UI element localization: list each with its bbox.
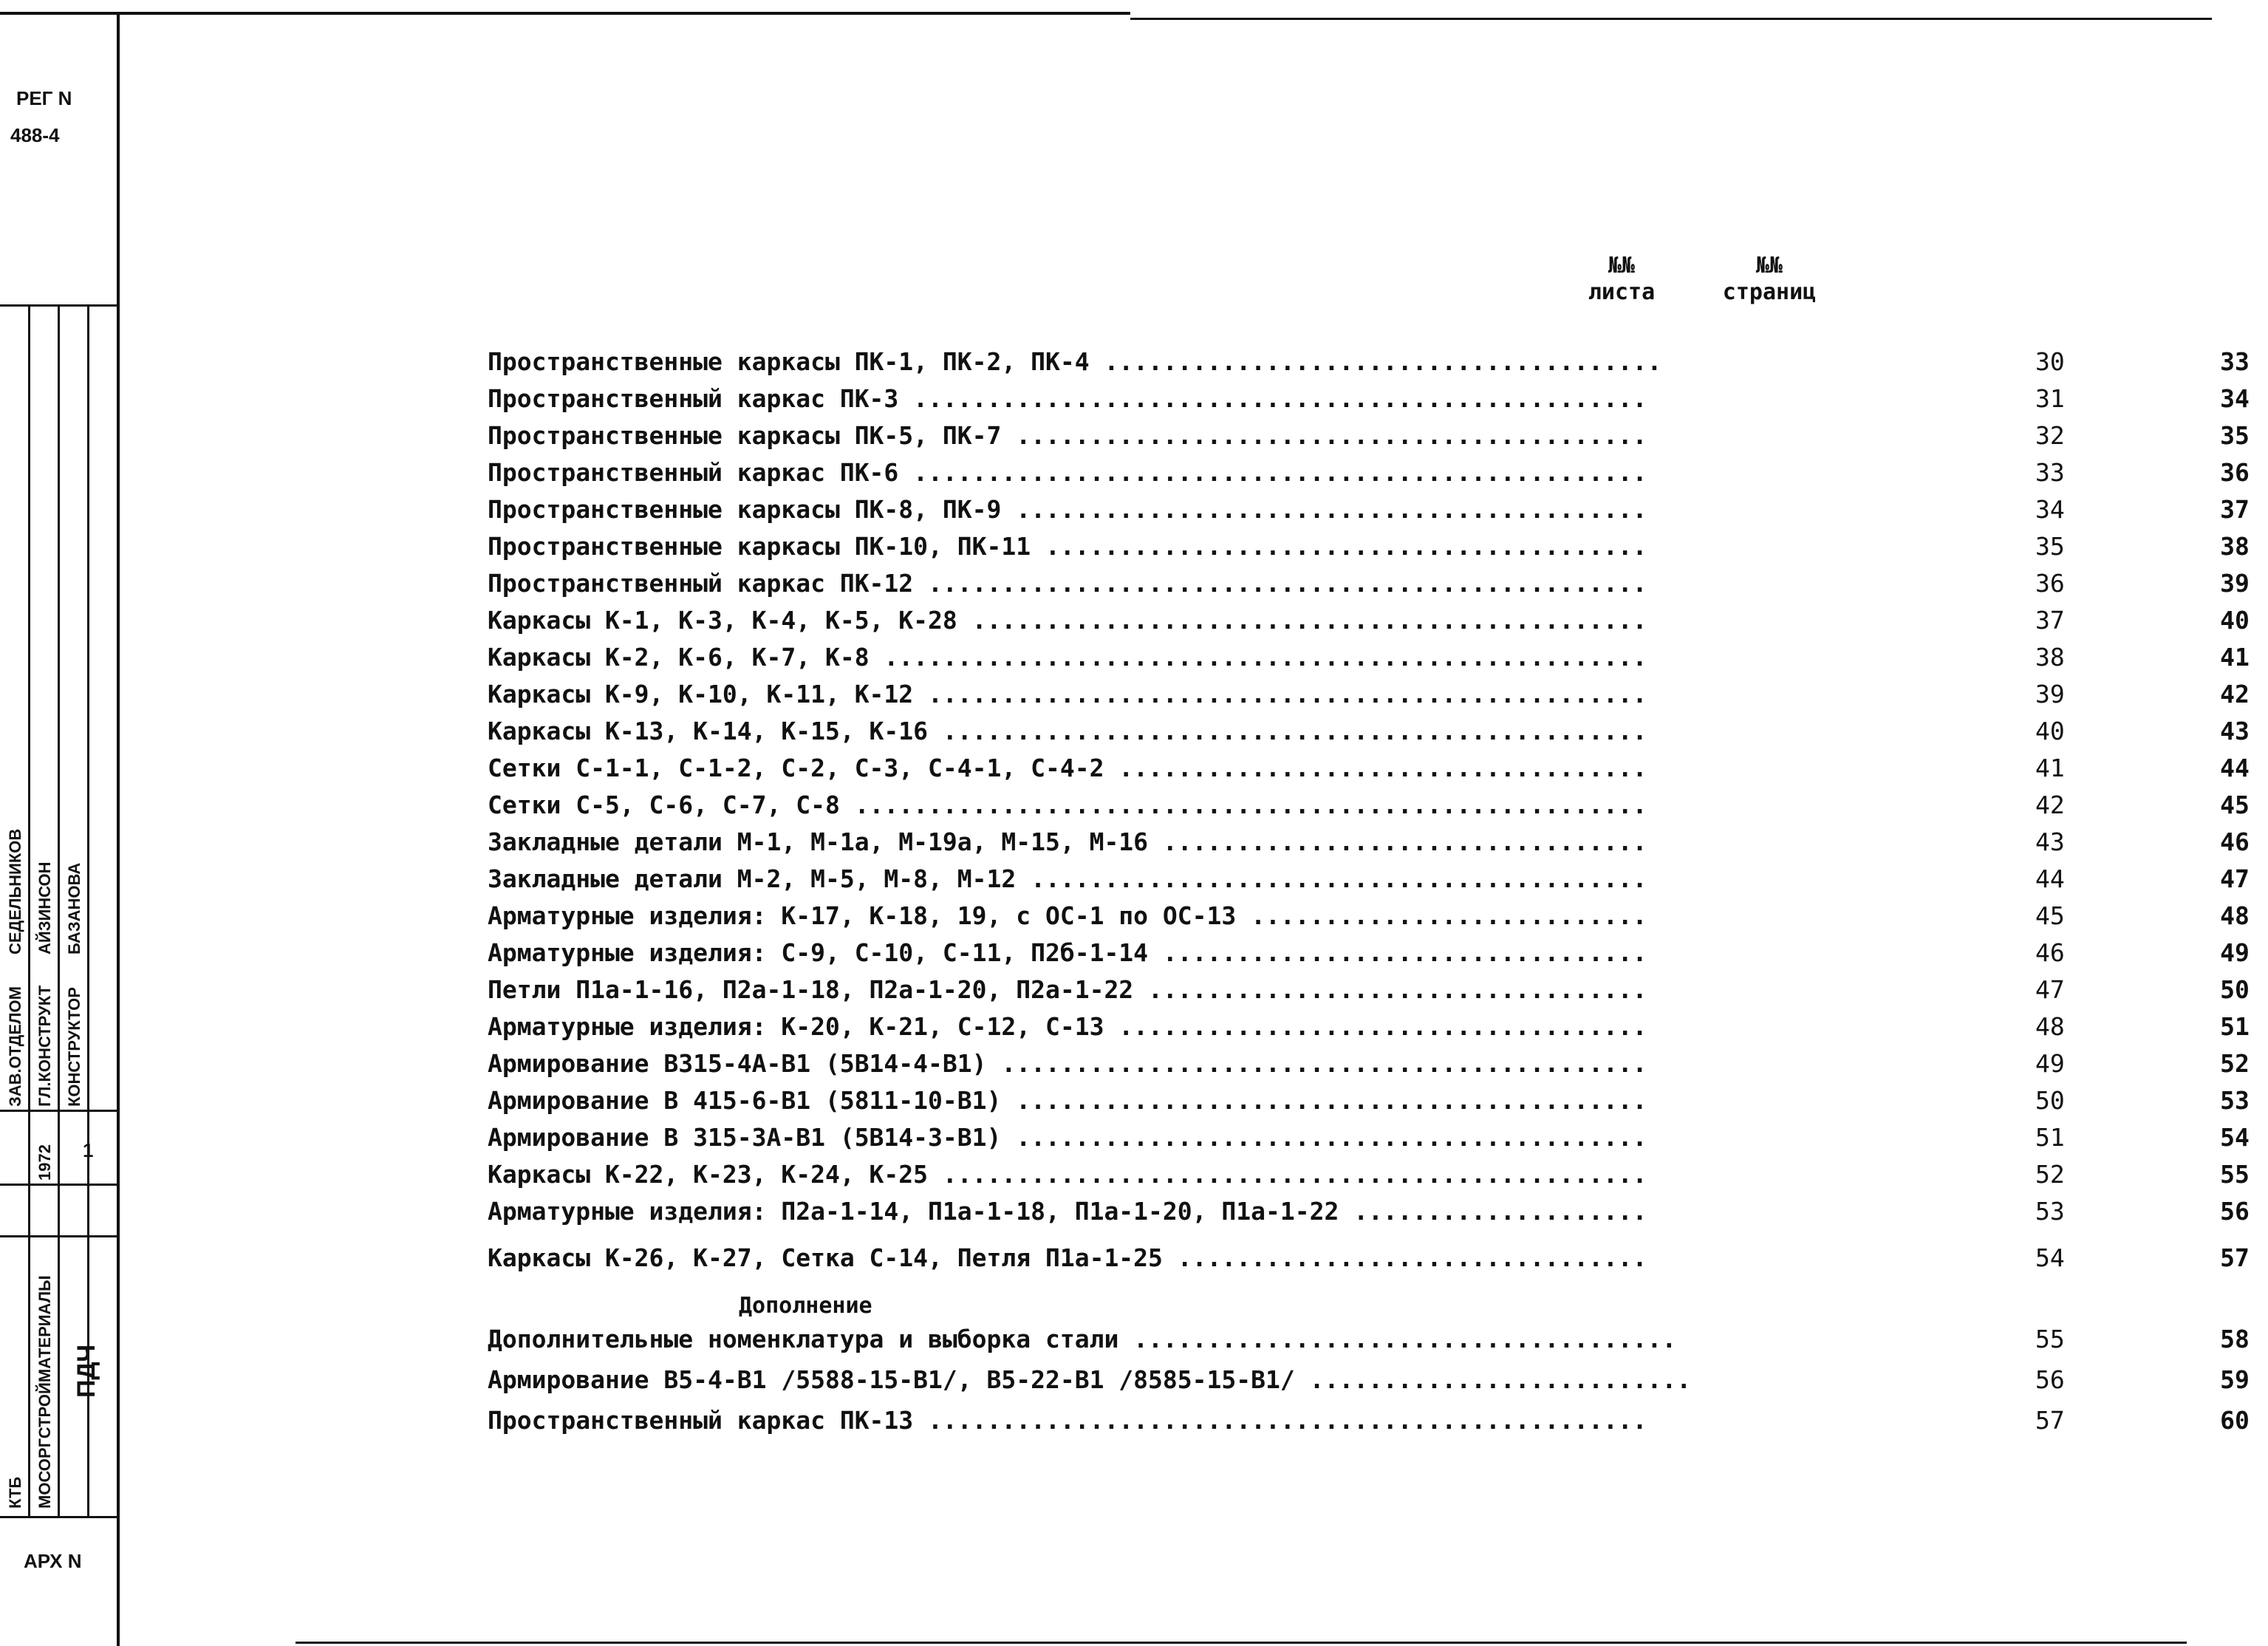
list-item: Пространственный каркас ПК-12 ................................................. 36 39 — [488, 569, 2250, 598]
list-item: Каркасы К-26, К-27, Сетка С-14, Петля П1а-1-25 ................................ 54 57 — [488, 1243, 2250, 1272]
archive-label: АРХ N — [24, 1550, 82, 1572]
stamp-org: КТБ — [6, 1476, 24, 1509]
list-item: Каркасы К-9, К-10, К-11, К-12 ................................................. 39 42 — [488, 680, 2250, 708]
list-item: Пространственный каркас ПК-6 .................................................. 33 36 — [488, 458, 2250, 487]
bottom-border — [296, 1642, 2187, 1644]
name-chief: АЙЗИНСОН — [35, 861, 54, 955]
registration-label: РЕГ N — [16, 87, 72, 109]
stamp-year: 1972 — [35, 1144, 54, 1181]
list-item: Сетки С-5, С-6, С-7, С-8 ...................................................... 42 45 — [488, 790, 2250, 819]
left-frame-line — [117, 13, 120, 1646]
list-item: Пространственный каркас ПК-3 .................................................. 31 34 — [488, 384, 2250, 413]
list-item: Закладные детали М-2, М-5, М-8, М-12 .......................................... 44 47 — [488, 864, 2250, 893]
list-item: Каркасы К-2, К-6, К-7, К-8 .................................................... 38 41 — [488, 643, 2250, 672]
list-item: Арматурные изделия: П2а-1-14, П1а-1-18, П1а-1-20, П1а-1-22 .................... 53 56 — [488, 1197, 2250, 1226]
top-border-left — [0, 12, 1130, 15]
registration-number: 488-4 — [10, 124, 60, 146]
list-item: Армирование В 415-6-В1 (5811-10-В1) ........................................... 50 53 — [488, 1086, 2250, 1115]
column-header-sheet: №№ листа — [1588, 253, 1656, 305]
list-item: Дополнительные номенклатура и выборка стали ..................................... 55 58 — [488, 1325, 2250, 1353]
list-item: Пространственные каркасы ПК-10, ПК-11 ......................................... 35 38 — [488, 532, 2250, 561]
list-item: Пространственные каркасы ПК-5, ПК-7 ........................................... 32 35 — [488, 421, 2250, 450]
list-item: Армирование В5-4-В1 /5588-15-В1/, В5-22-В1 /8585-15-В1/ .......................... 56 59 — [488, 1365, 2250, 1394]
list-item: Пространственные каркасы ПК-8, ПК-9 ........................................... 34 37 — [488, 495, 2250, 524]
role-head: ЗАВ.ОТДЕЛОМ — [6, 986, 24, 1107]
list-item: Каркасы К-13, К-14, К-15, К-16 ................................................ 40 43 — [488, 717, 2250, 745]
list-item: Арматурные изделия: К-17, К-18, 19, с ОС-1 по ОС-13 ........................... 45 48 — [488, 901, 2250, 930]
role-chief: ГЛ.КОНСТРУКТ — [35, 985, 54, 1107]
list-item: Закладные детали М-1, М-1а, М-19а, М-15, М-16 ................................. 43 46 — [488, 827, 2250, 856]
column-header-page: №№ страниц — [1722, 253, 1817, 305]
stamp-code: ПДЧ — [72, 1344, 100, 1398]
list-item: Петли П1а-1-16, П2а-1-18, П2а-1-20, П2а-1-22 .................................. 47 50 — [488, 975, 2250, 1004]
list-item: Каркасы К-22, К-23, К-24, К-25 ................................................ 52 55 — [488, 1160, 2250, 1189]
list-item: Пространственный каркас ПК-13 ................................................. 57 60 — [488, 1406, 2250, 1435]
title-stamp — [0, 304, 117, 1538]
list-item: Армирование В 315-3А-В1 (5В14-3-В1) ........................................... 51 54 — [488, 1123, 2250, 1152]
name-designer: БАЗАНОВА — [65, 862, 83, 955]
list-item: Сетки С-1-1, С-1-2, С-2, С-3, С-4-1, С-4-2 .................................... 41 44 — [488, 754, 2250, 782]
list-item: Каркасы К-1, К-3, К-4, К-5, К-28 .............................................. 37 40 — [488, 606, 2250, 635]
top-border-right — [1130, 18, 2212, 20]
name-head: СЕДЕЛЬНИКОВ — [6, 828, 24, 955]
list-item: Армирование В315-4А-В1 (5В14-4-В1) ............................................ 49 52 — [488, 1049, 2250, 1078]
appendix-heading: Дополнение — [739, 1293, 872, 1319]
stamp-ministry: МОСОРГСТРОЙМАТЕРИАЛЫ — [35, 1275, 54, 1509]
list-item: Арматурные изделия: С-9, С-10, С-11, П2б-1-14 ................................. 46 49 — [488, 938, 2250, 967]
stamp-sheet: 1 — [83, 1139, 94, 1161]
role-designer: КОНСТРУКТОР — [65, 987, 83, 1107]
list-item: Арматурные изделия: К-20, К-21, С-12, С-13 .................................... 48 51 — [488, 1012, 2250, 1041]
list-item: Пространственные каркасы ПК-1, ПК-2, ПК-4 ...................................... 30 33 — [488, 347, 2250, 376]
